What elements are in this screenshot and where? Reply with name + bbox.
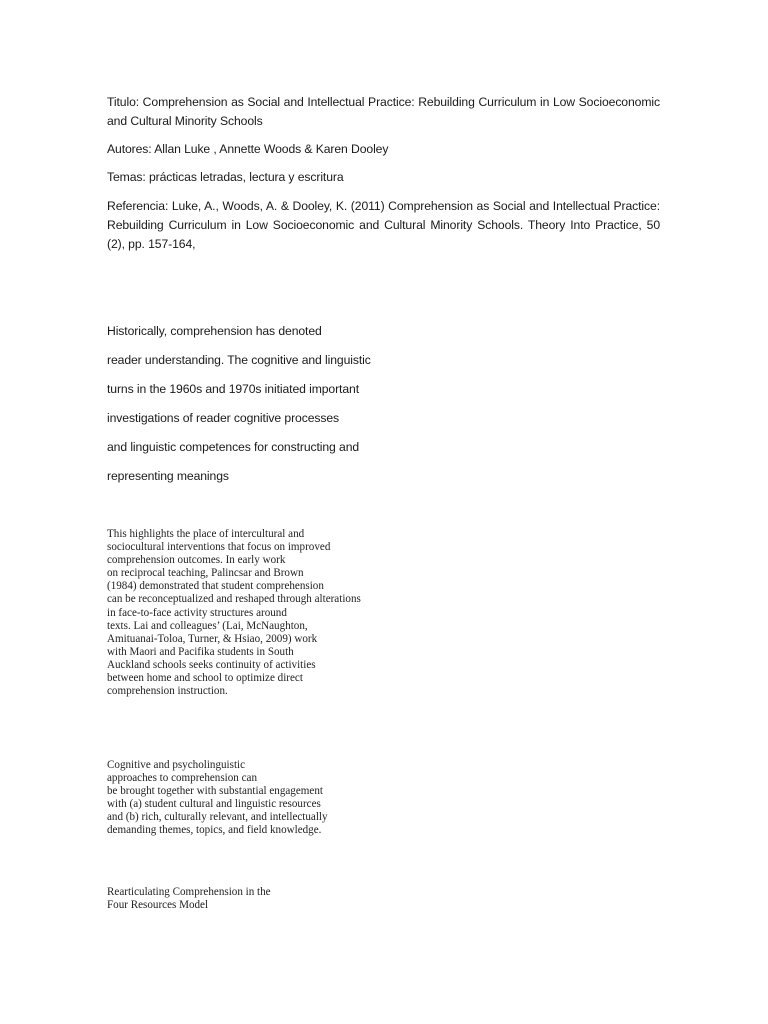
text-line: Auckland schools seeks continuity of activities [107, 658, 316, 671]
text-line: approaches to comprehension can [107, 772, 258, 785]
text-line: This highlights the place of intercultural and [107, 528, 305, 540]
text-line: sociocultural interventions that focus on improved [107, 541, 331, 554]
quote-line: investigations of reader cognitive processes [107, 411, 340, 425]
text-line: on reciprocal teaching, Palincsar and Brown [107, 567, 304, 580]
topics-line: Temas: prácticas letradas, lectura y escritura [107, 170, 344, 184]
text-line: be brought together with substantial engagement [107, 785, 323, 798]
text-line: can be reconceptualized and reshaped through alterations [107, 593, 361, 606]
text-line: with Maori and Pacifika students in South [107, 645, 294, 658]
text-line: demanding themes, topics, and field knowledge. [107, 824, 322, 837]
reference-line: Referencia: Luke, A., Woods, A. & Dooley, K. (2011) Comprehension as Social and Intellectual Practice: Rebuilding Curriculum in Low Socioeconomic and Cultural Minority Schools. Theory Into Practice, 50 (2), pp. 157-164, [107, 199, 660, 251]
section-heading [107, 886, 271, 912]
body-paragraph-2 [107, 759, 328, 838]
authors-line: Autores: Allan Luke , Annette Woods & Karen Dooley [107, 142, 389, 156]
title-line: Titulo: Comprehension as Social and Intellectual Practice: Rebuilding Curriculum in Low Socioeconomic and Cultural Minority Schools [107, 95, 660, 128]
quote-line: representing meanings [107, 469, 229, 483]
text-line: with (a) student cultural and linguistic resources [107, 798, 321, 811]
quote-line: reader understanding. The cognitive and linguistic [107, 353, 371, 367]
body-paragraph-1 [107, 528, 361, 698]
text-line: comprehension instruction. [107, 685, 228, 698]
quote-line: turns in the 1960s and 1970s initiated important [107, 382, 359, 396]
text-line: texts. Lai and colleagues’ (Lai, McNaughton, [107, 619, 308, 632]
text-line: between home and school to optimize direct [107, 672, 303, 685]
text-line: (1984) demonstrated that student comprehension [107, 580, 324, 593]
text-line: Rearticulating Comprehension in the [107, 886, 271, 898]
text-line: comprehension outcomes. In early work [107, 554, 286, 567]
text-line: Cognitive and psycholinguistic [107, 759, 246, 771]
quote-line: and linguistic competences for constructing and [107, 440, 360, 454]
text-line: and (b) rich, culturally relevant, and intellectually [107, 811, 328, 824]
text-line: Amituanai-Toloa, Turner, & Hsiao, 2009) work [107, 632, 318, 645]
text-line: in face-to-face activity structures around [107, 606, 287, 619]
text-line: Four Resources Model [107, 899, 209, 912]
quote-line: Historically, comprehension has denoted [107, 324, 322, 338]
